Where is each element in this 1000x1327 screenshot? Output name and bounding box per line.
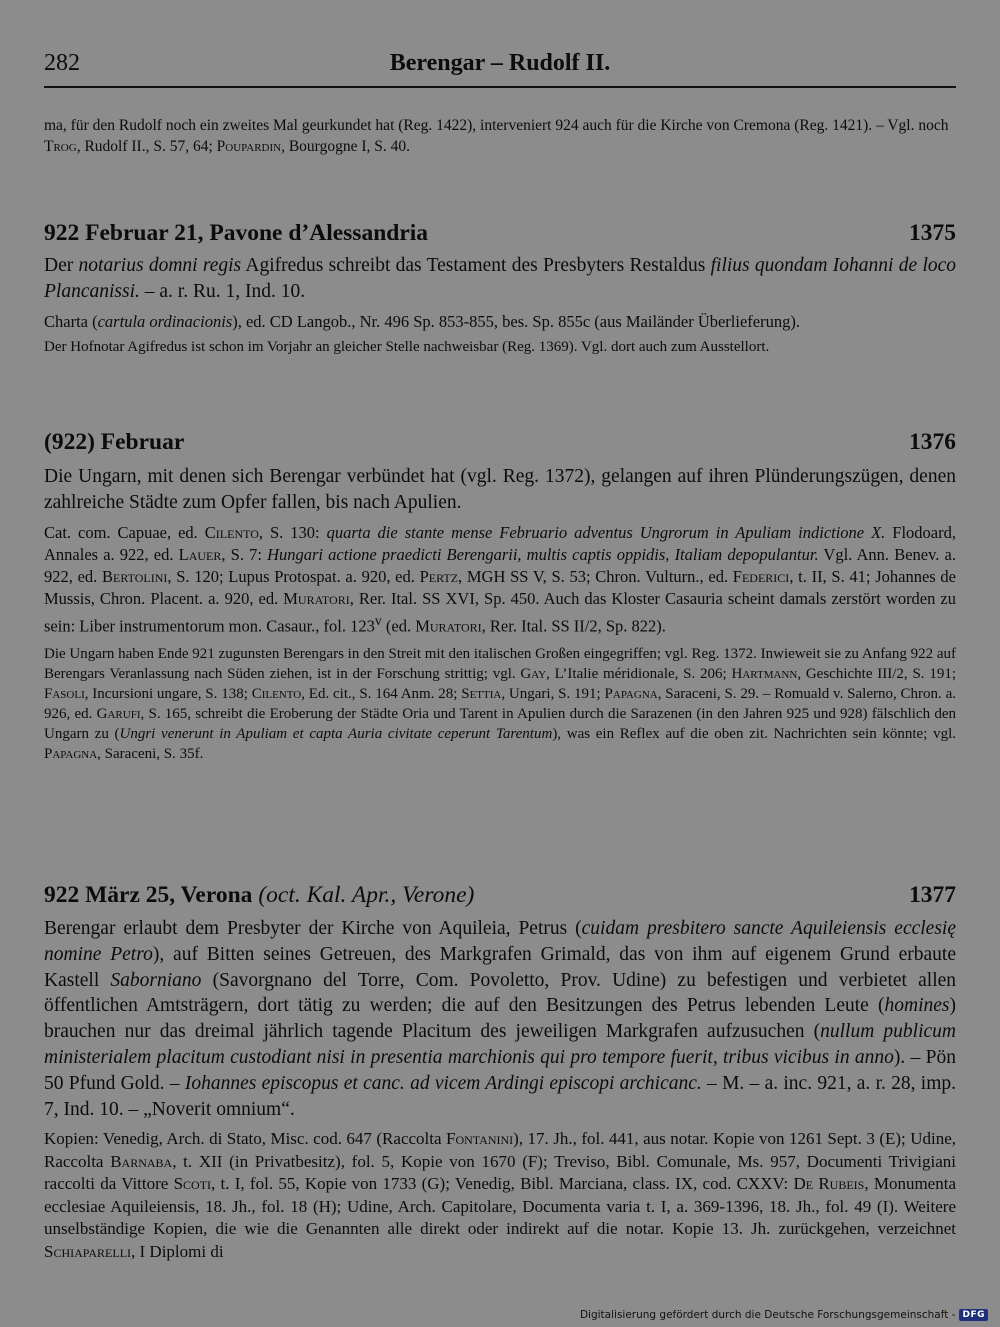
entry-date-place: 922 März 25, Verona (oct. Kal. Apr., Verone) <box>44 882 475 908</box>
comment-paragraph: Der Hofnotar Agifredus ist schon im Vorjahr an gleicher Stelle nachweisbar (Reg. 1369). Vgl. dort auch zum Ausstellort. <box>44 339 770 355</box>
digitization-footer <box>580 1309 988 1321</box>
copies-paragraph: Kopien: Venedig, Arch. di Stato, Misc. cod. 647 (Raccolta Fontanini), 17. Jh., fol. 441, aus notar. Kopie von 1261 Sept. 3 (E); Udine, Raccolta Barnaba, t. XII (in Privatbesitz), fol. 5, Kopie von 1670 (F); Treviso, Bibl. Comunale, Ms. 957, Documenti Trivigiani raccolti da Vittore Scoti, t. I, fol. 55, Kopie von 1733 (G); Venedig, Bibl. Marciana, class. IX, cod. CXXV: De Rubeis, Monumenta ecclesiae Aquileiensis, 18. Jh., fol. 18 (H); Udine, Arch. Capitolare, Documenta varia t. I, a. 369-1396, 18. Jh., fol. 49 (I). Weitere unselbständige Kopien, die wie die Genannten alle direkt oder indirekt auf die notar. Kopie 13. Jh. zurückgehen, verzeichnet Schiaparelli, I Diplomi di <box>44 1129 957 1261</box>
entry-date-note: (oct. Kal. Apr., Verone) <box>258 882 475 908</box>
entry-date-place: (922) Februar <box>44 429 185 455</box>
regest-entry-1376 <box>44 429 956 764</box>
regest-text: Die Ungarn, mit denen sich Berengar verbündet hat (vgl. Reg. 1372), gelangen auf ihren Plünderungszügen, denen zahlreiche Städte zum Opfer fallen, bis nach Apulien. <box>44 466 956 513</box>
regest-entry-1375 <box>44 220 956 357</box>
page-number: 282 <box>44 50 80 76</box>
footer-text: Digitalisierung gefördert durch die Deutsche Forschungsgemeinschaft - <box>579 1309 956 1321</box>
regest-text: Berengar erlaubt dem Presbyter der Kirche von Aquileia, Petrus (cuidam presbitero sancte Aquileiensis ecclesię nomine Petro), auf Bitten seines Getreuen, des Markgrafen Grimald, das von ihm auf eigenem Grund erbaute Kastell Saborniano (Savorgnano del Torre, Com. Povoletto, Prov. Udine) zu befestigen und verbietet allen öffentlichen Amtsträgern, dort tätig zu werden; die auf den Besitzungen des Petrus lebenden Leute (homines) brauchen nur das dreimal jährlich tagende Placitum des jeweiligen Markgrafen aufzusuchen (nullum publicum ministerialem placitum custodiant nisi in presentia marchionis qui pro tempore fuerit, tribus vicibus in anno). – Pön 50 Pfund Gold. – Iohannes episcopus et canc. ad vicem Ardingi episcopi archicanc. – M. – a. inc. 921, a. r. 28, imp. 7, Ind. 10. – „Noverit omnium“. <box>44 918 957 1120</box>
entry-number: 1377 <box>909 882 956 908</box>
header-rule <box>44 86 956 88</box>
regest-entry-1377 <box>44 882 956 1263</box>
entry-heading <box>44 220 956 250</box>
entry-heading <box>44 429 956 459</box>
continuation-paragraph: ma, für den Rudolf noch ein zweites Mal geurkundet hat (Reg. 1422), interveniert 924 auch für die Kirche von Cremona (Reg. 1421). – Vgl. noch Trog, Rudolf II., S. 57, 64; Poupardin, Bourgogne I, S. 40. <box>44 117 949 155</box>
entry-number: 1375 <box>909 220 956 246</box>
regest-text: Der notarius domni regis Agifredus schreibt das Testament des Presbyters Restaldus filius quondam Iohanni de loco Plancanissi. – a. r. Ru. 1, Ind. 10. <box>44 255 957 302</box>
source-paragraph: Charta (cartula ordinacionis), ed. CD Langob., Nr. 496 Sp. 853-855, bes. Sp. 855c (aus Mailänder Überlieferung). <box>44 312 800 331</box>
running-title: Berengar – Rudolf II. <box>389 50 611 76</box>
entry-date-place: 922 Februar 21, Pavone d’Alessandria <box>44 220 429 246</box>
entry-heading <box>44 882 956 912</box>
entry-number: 1376 <box>909 429 956 455</box>
running-head <box>44 50 956 84</box>
comment-paragraph: Die Ungarn haben Ende 921 zugunsten Berengars in den Streit mit den italischen Großen eingegriffen; vgl. Reg. 1372. Inwieweit sie zu Anfang 922 auf Berengars Veranlassung nach Süden ziehen, ist in der Forschung strittig; vgl. Gay, L’Italie méridionale, S. 206; Hartmann, Geschichte III/2, S. 191; Fasoli, Incursioni ungare, S. 138; Cilento, Ed. cit., S. 164 Anm. 28; Settia, Ungari, S. 191; Papagna, Saraceni, S. 29. – Romuald v. Salerno, Chron. a. 926, ed. Garufi, S. 165, schreibt die Eroberung der Städte Oria und Tarent in Apulien durch die Sarazenen (in den Jahren 925 und 928) fälschlich den Ungarn zu (Ungri venerunt in Apuliam et capta Auria civitate ceperunt Tarentum), was ein Reflex auf die oben zit. Nachrichten sein könnte; vgl. Papagna, Saraceni, S. 35f. <box>44 645 957 762</box>
dfg-logo: DFG <box>959 1309 988 1321</box>
source-paragraph: Cat. com. Capuae, ed. Cilento, S. 130: quarta die stante mense Februario adventus Ungrorum in Apuliam indictione X. Flodoard, Annales a. 922, ed. Lauer, S. 7: Hungari actione praedicti Berengarii, multis captis oppidis, Italiam depopulantur. Vgl. Ann. Benev. a. 922, ed. Bertolini, S. 120; Lupus Protospat. a. 920, ed. Pertz, MGH SS V, S. 53; Chron. Vulturn., ed. Federici, t. II, S. 41; Johannes de Mussis, Chron. Placent. a. 920, ed. Muratori, Rer. Ital. SS XVI, Sp. 450. Auch das Kloster Casauria scheint damals zerstört worden zu sein: Liber instrumentorum mon. Casaur., fol. 123$^v$ (ed. Muratori, Rer. Ital. SS II/2, Sp. 822). <box>44 523 957 636</box>
